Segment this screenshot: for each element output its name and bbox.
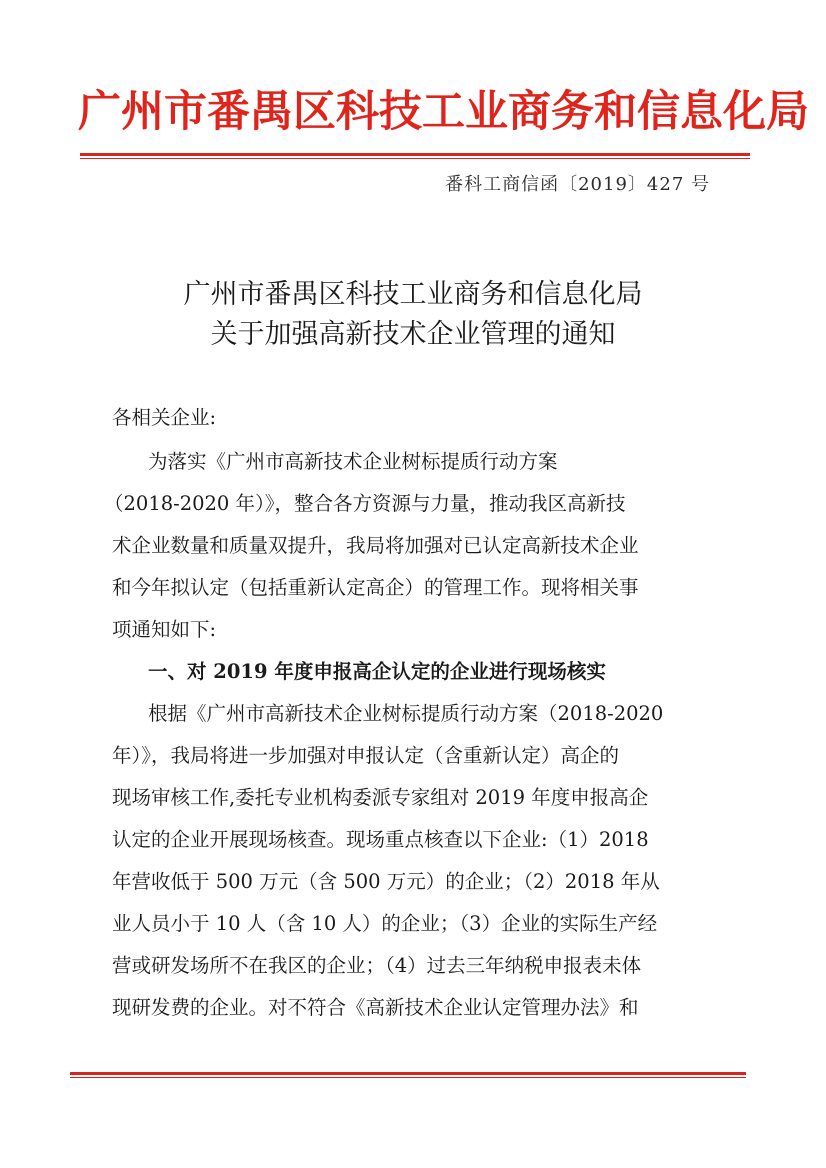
document-number: 番科工商信函〔2019〕427 号 [445, 174, 710, 195]
footer-red-rule [70, 1072, 746, 1075]
paragraph-line: 年营收低于 500 万元（含 500 万元）的企业；（2）2018 年从 [112, 870, 660, 893]
header-red-rule-thin [80, 158, 750, 159]
paragraph-line: 认定的企业开展现场核查。现场重点核查以下企业:（1）2018 [112, 828, 649, 851]
paragraph-line: 项通知如下: [112, 618, 217, 641]
paragraph-line: 术企业数量和质量双提升，我局将加强对已认定高新技术企业 [112, 534, 639, 557]
salutation: 各相关企业: [112, 406, 217, 429]
paragraph-line: （2018-2020 年）》，整合各方资源与力量，推动我区高新技 [104, 492, 626, 515]
header-red-rule [80, 153, 750, 156]
section-heading-1: 一、对 2019 年度申报高企认定的企业进行现场核实 [148, 660, 606, 683]
paragraph-line: 现研发费的企业。对不符合《高新技术企业认定管理办法》和 [112, 996, 639, 1019]
paragraph-line: 现场审核工作,委托专业机构委派专家组对 2019 年度申报高企 [112, 786, 649, 809]
paragraph-line: 年）》，我局将进一步加强对申报认定（含重新认定）高企的 [112, 744, 620, 767]
paragraph-line: 根据《广州市高新技术企业树标提质行动方案（2018-2020 [148, 702, 664, 725]
paragraph-line: 业人员小于 10 人（含 10 人）的企业；（3）企业的实际生产经 [112, 912, 658, 935]
paragraph-line: 和今年拟认定（包括重新认定高企）的管理工作。现将相关事 [112, 576, 639, 599]
footer-red-rule-thin [70, 1077, 746, 1078]
paragraph-line: 营或研发场所不在我区的企业；（4）过去三年纳税申报表未体 [112, 954, 642, 977]
document-title-line-1: 广州市番禺区科技工业商务和信息化局 [183, 279, 643, 310]
agency-header-title: 广州市番禺区科技工业商务和信息化局 [78, 87, 809, 137]
paragraph-line: 为落实《广州市高新技术企业树标提质行动方案 [148, 450, 558, 473]
document-title-line-2: 关于加强高新技术企业管理的通知 [210, 319, 616, 350]
